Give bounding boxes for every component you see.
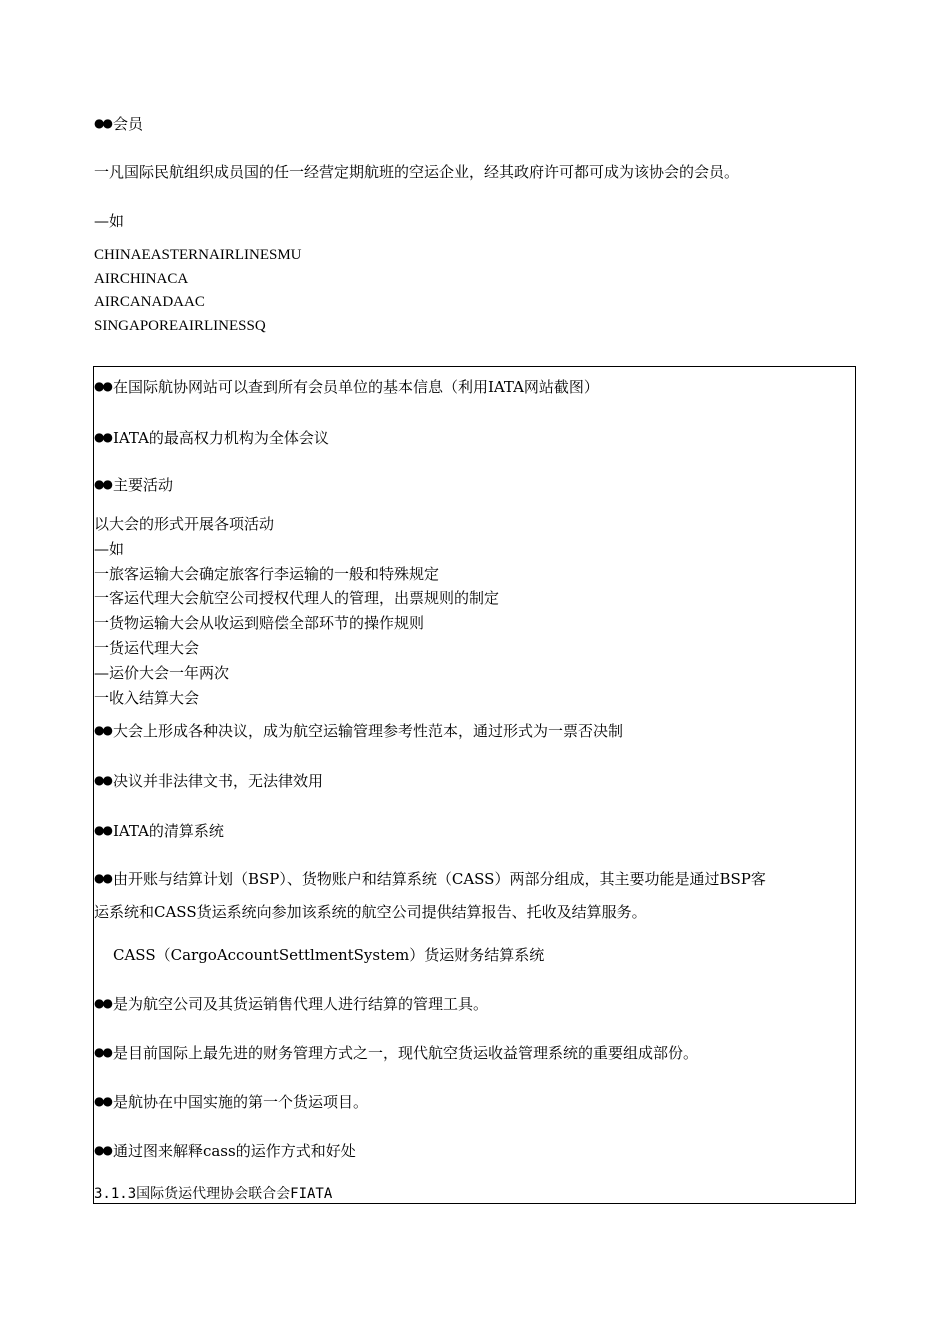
conference-item: 一货运代理大会 [94, 639, 200, 657]
bsp-cass-line-1: ●● 由开账与结算计划（BSP）、货物账户和结算系统（CASS）两部分组成，其主要功能是通过BSP客 [94, 870, 766, 888]
bullet-icon: ●● [94, 723, 111, 737]
bullet-icon: ●● [94, 823, 111, 837]
bullet-icon: ●● [94, 1143, 111, 1157]
member-description: 一凡国际民航组织成员国的任一经营定期航班的空运企业，经其政府许可都可成为该协会的会员。 [94, 163, 740, 181]
cass-advanced-note: ●● 是目前国际上最先进的财务管理方式之一，现代航空货运收益管理系统的重要组成部份。 [94, 1044, 698, 1062]
bullet-icon: ●● [94, 477, 111, 491]
bullet-icon: ●● [94, 1094, 111, 1108]
example-label: —如 [94, 212, 125, 230]
section-title: 3.1.3国际货运代理协会联合会FIATA [94, 1186, 333, 1202]
conference-item: 一货物运输大会从收运到赔偿全部环节的操作规则 [94, 614, 425, 632]
cass-tool-note: ●● 是为航空公司及其货运销售代理人进行结算的管理工具。 [94, 995, 488, 1013]
resolutions-note: ●● 大会上形成各种决议，成为航空运输管理参考性范本，通过形式为一票否决制 [94, 722, 623, 740]
bullet-icon: ●● [94, 1045, 111, 1059]
activities-description: 以大会的形式开展各项活动 [94, 515, 275, 533]
airline-item: CHINAEASTERNAIRLINESMU [94, 247, 302, 263]
bullet-icon: ●● [94, 116, 111, 130]
airline-item: SINGAPOREAIRLINESSQ [94, 318, 266, 334]
bullet-icon: ●● [94, 996, 111, 1010]
website-note: ●● 在国际航协网站可以查到所有会员单位的基本信息（利用IATA网站截图） [94, 378, 599, 396]
cass-diagram-note: ●● 通过图来解释cass的运作方式和好处 [94, 1142, 356, 1160]
cass-first-note: ●● 是航协在中国实施的第一个货运项目。 [94, 1093, 368, 1111]
conference-item: 一旅客运输大会确定旅客行李运输的一般和特殊规定 [94, 565, 440, 583]
bullet-icon: ●● [94, 379, 111, 393]
clearing-heading: ●● IATA的清算系统 [94, 822, 224, 840]
airline-item: AIRCHINACA [94, 271, 189, 287]
conference-item: 一客运代理大会航空公司授权代理人的管理，出票规则的制定 [94, 589, 500, 607]
cass-definition: CASS（CargoAccountSettlmentSystem）货运财务结算系统 [113, 946, 545, 964]
conference-item: —运价大会一年两次 [94, 664, 230, 682]
content-box [93, 366, 856, 1204]
activities-heading: ●● 主要活动 [94, 476, 173, 494]
example-label: —如 [94, 540, 125, 558]
bullet-icon: ●● [94, 773, 111, 787]
bullet-icon: ●● [94, 871, 111, 885]
authority-note: ●● IATA的最高权力机构为全体会议 [94, 429, 329, 447]
member-heading: ●● 会员 [94, 115, 143, 133]
airline-item: AIRCANADAAC [94, 294, 205, 310]
bullet-icon: ●● [94, 430, 111, 444]
not-law-note: ●● 决议并非法律文书，无法律效用 [94, 772, 323, 790]
conference-item: 一收入结算大会 [94, 689, 200, 707]
bsp-cass-line-2: 运系统和CASS货运系统向参加该系统的航空公司提供结算报告、托收及结算服务。 [94, 903, 647, 921]
